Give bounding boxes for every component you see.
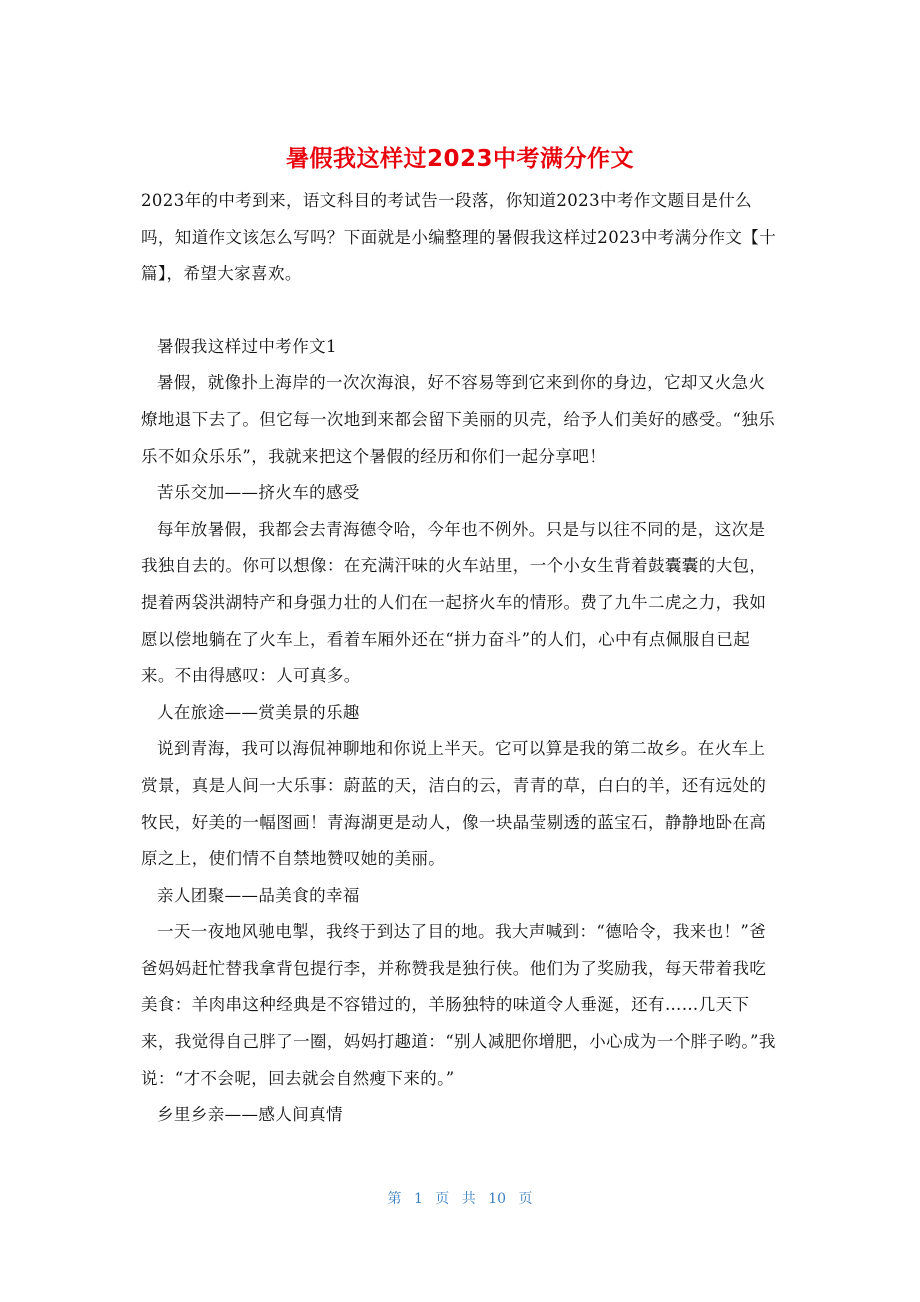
paragraph-gap — [141, 293, 777, 329]
essay-paragraph: 一天一夜地风驰电掣，我终于到达了目的地。我大声喊到：“德哈令，我来也！”爸爸妈妈赶忙替我拿背包提行李，并称赞我是独行侠。他们为了奖励我，每天带着我吃美食：羊肉串这种经典是不容错过的，羊肠独特的味道令人垂涎，还有……几天下来，我觉得自己胖了一圈，妈妈打趣道：“别人减肥你增肥，小心成为一个胖子哟。”我说：“才不会呢，回去就会自然瘦下来的。” — [141, 922, 776, 1088]
essay-paragraph: 暑假，就像扑上海岸的一次次海浪，好不容易等到它来到你的身边，它却又火急火燎地退下去了。但它每一次地到来都会留下美丽的贝壳，给予人们美好的感受。“独乐乐不如众乐乐”，我就来把这个暑假的经历和你们一起分享吧！ — [141, 373, 776, 466]
essay-paragraph: 每年放暑假，我都会去青海德令哈，今年也不例外。只是与以往不同的是，这次是我独自去的。你可以想像：在充满汗味的火车站里，一个小女生背着鼓囊囊的大包，提着两袋洪湖特产和身强力壮的人们在一起挤火车的情形。费了九牛二虎之力，我如愿以偿地躺在了火车上，看着车厢外还在“拼力奋斗”的人们，心中有点佩服自已起来。不由得感叹：人可真多。 — [141, 519, 767, 686]
section-heading: 亲人团聚——品美食的幸福 — [157, 885, 360, 905]
section-heading: 乡里乡亲——感人间真情 — [157, 1105, 343, 1125]
document-body — [141, 183, 777, 1134]
section-heading: 苦乐交加——挤火车的感受 — [157, 483, 360, 503]
document-title: 暑假我这样过2023中考满分作文 — [285, 146, 634, 172]
essay-paragraph: 说到青海，我可以海侃神聊地和你说上半天。它可以算是我的第二故乡。在火车上赏景，真是人间一大乐事：蔚蓝的天，洁白的云，青青的草，白白的羊，还有远处的牧民，好美的一幅图画！青海湖更是动人，像一块晶莹剔透的蓝宝石，静静地卧在高原之上，使们情不自禁地赞叹她的美丽。 — [141, 739, 767, 869]
essay-heading: 暑假我这样过中考作文1 — [157, 336, 337, 356]
page-number-footer: 第 1 页 共 10 页 — [387, 1191, 533, 1207]
section-heading: 人在旅途——赏美景的乐趣 — [157, 702, 360, 722]
intro-paragraph: 2023年的中考到来，语文科目的考试告一段落，你知道2023中考作文题目是什么吗，知道作文该怎么写吗？下面就是小编整理的暑假我这样过2023中考满分作文【十篇】，希望大家喜欢。 — [141, 191, 777, 284]
